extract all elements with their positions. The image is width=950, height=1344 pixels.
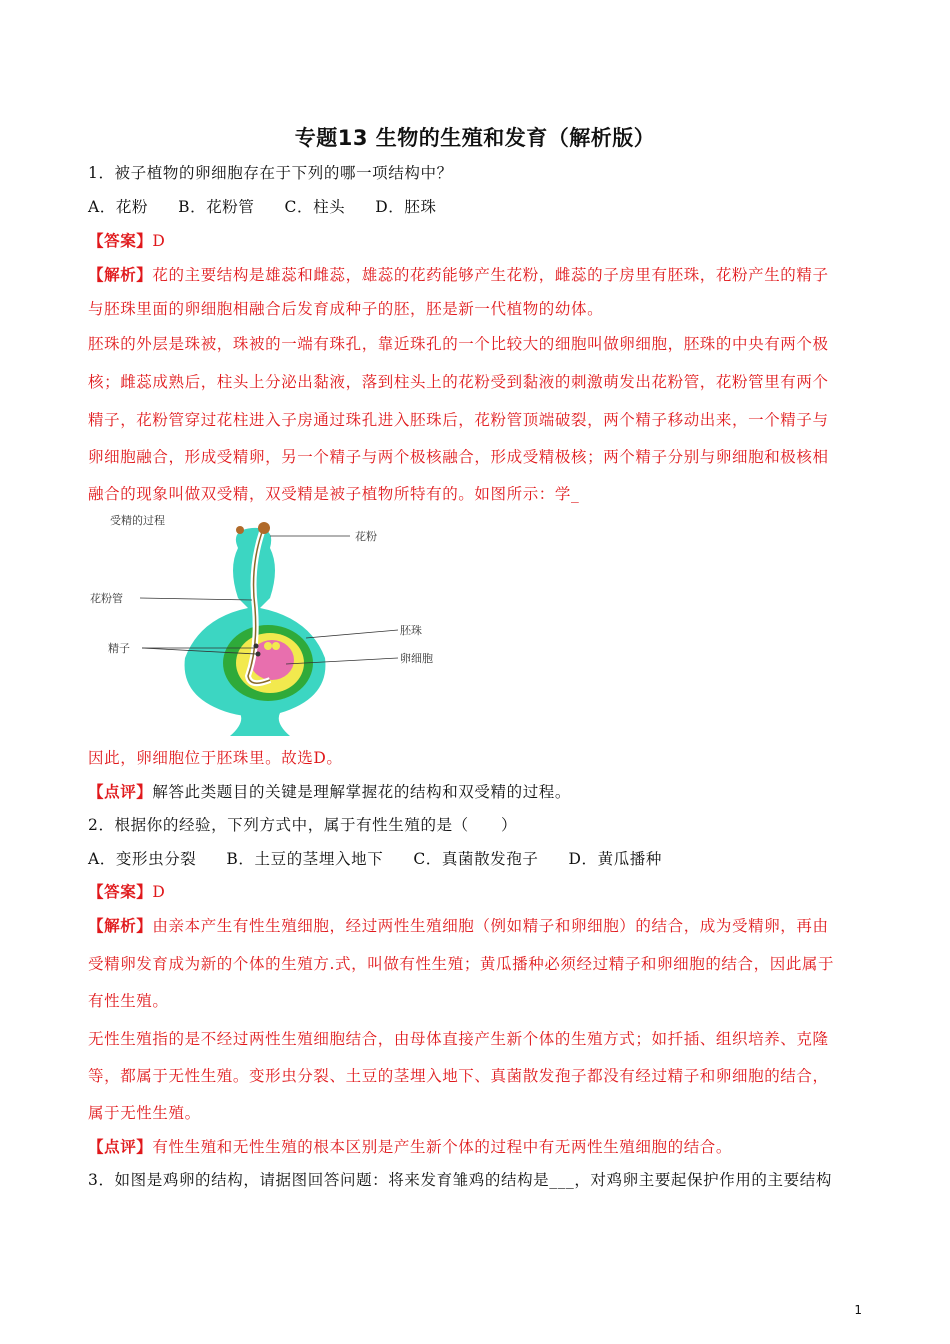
label-sperm: 精子 xyxy=(108,642,130,655)
q1-analysis-line-6: 融合的现象叫做双受精，双受精是被子植物所特有的。如图所示：学_ xyxy=(88,485,580,503)
q2-analysis-line-2: 有性生殖。 xyxy=(88,992,169,1010)
q1-conclusion: 因此，卵细胞位于胚珠里。故选D。 xyxy=(88,749,343,767)
q2-answer-value: D xyxy=(152,883,166,901)
q2-analysis-line-3: 无性生殖指的是不经过两性生殖细胞结合，由母体直接产生新个体的生殖方式；如扦插、组织培养、克隆 xyxy=(88,1030,829,1048)
q1-analysis-line-0 xyxy=(88,265,868,285)
sperm-dot xyxy=(254,644,259,649)
q1-comment xyxy=(88,782,868,802)
stalk-shape xyxy=(230,713,290,736)
fertilization-figure xyxy=(80,508,500,740)
label-egg-cell: 卵细胞 xyxy=(400,652,433,665)
q2-question: 2．根据你的经验，下列方式中，属于有性生殖的是（ ） xyxy=(88,816,518,834)
q1-answer-tag: 【答案】 xyxy=(88,231,153,250)
figure-title: 受精的过程 xyxy=(110,514,165,527)
page-title: 专题13 生物的生殖和发育（解析版） xyxy=(294,126,656,150)
q1-option-d: D．胚珠 xyxy=(375,198,437,216)
q2-option-c: C．真菌散发孢子 xyxy=(413,850,539,868)
label-line-ovule xyxy=(306,630,398,638)
q2-option-a: A．变形虫分裂 xyxy=(88,850,197,868)
q1-options xyxy=(88,197,868,217)
q2-analysis-tag: 【解析】 xyxy=(88,916,153,935)
q1-analysis-text-0: 花的主要结构是雄蕊和雌蕊，雄蕊的花药能够产生花粉，雌蕊的子房里有胚珠，花粉产生的精子 xyxy=(152,266,829,284)
polar-nuclei-2 xyxy=(272,642,280,650)
q2-analysis-line-1: 受精卵发育成为新的个体的生殖方.式，叫做有性生殖；黄瓜播种必须经过精子和卵细胞的结合，因此属于 xyxy=(88,955,835,973)
label-ovule: 胚珠 xyxy=(400,624,422,637)
q1-answer-value: D xyxy=(152,232,166,250)
q2-options xyxy=(88,849,868,869)
pollen-grain xyxy=(258,522,270,534)
q2-analysis-line-5: 属于无性生殖。 xyxy=(88,1104,201,1122)
q1-option-b: B．花粉管 xyxy=(178,198,255,216)
q1-analysis-line-1: 与胚珠里面的卵细胞相融合后发育成种子的胚，胚是新一代植物的幼体。 xyxy=(88,300,604,318)
pollen-grain-2 xyxy=(236,526,244,534)
q1-comment-tag: 【点评】 xyxy=(88,782,153,801)
q3-question: 3．如图是鸡卵的结构，请据图回答问题：将来发育雏鸡的结构是___，对鸡卵主要起保护作用的主要结构 xyxy=(88,1171,832,1189)
q1-comment-text: 解答此类题目的关键是理解掌握花的结构和双受精的过程。 xyxy=(152,783,572,801)
label-line-tube xyxy=(140,598,252,600)
q1-analysis-line-4: 精子，花粉管穿过花柱进入子房通过珠孔进入胚珠后，花粉管顶端破裂，两个精子移动出来，一个精子与 xyxy=(88,411,829,429)
q2-option-b: B．土豆的茎埋入地下 xyxy=(226,850,384,868)
q1-question: 1．被子植物的卵细胞存在于下列的哪一项结构中？ xyxy=(88,164,453,182)
q1-analysis-line-5: 卵细胞融合，形成受精卵，另一个精子与两个极核融合，形成受精极核；两个精子分别与卵细胞和极核相 xyxy=(88,448,829,466)
q2-analysis-text-0: 由亲本产生有性生殖细胞，经过两性生殖细胞（例如精子和卵细胞）的结合，成为受精卵，再由 xyxy=(152,917,829,935)
q1-analysis-line-3: 核；雌蕊成熟后，柱头上分泌出黏液，落到柱头上的花粉受到黏液的刺激萌发出花粉管，花粉管里有两个 xyxy=(88,373,829,391)
label-pollen: 花粉 xyxy=(355,530,377,543)
label-pollen-tube: 花粉管 xyxy=(90,592,123,605)
q2-answer xyxy=(88,882,868,902)
q1-analysis-line-2: 胚珠的外层是珠被，珠被的一端有珠孔，靠近珠孔的一个比较大的细胞叫做卵细胞，胚珠的中央有两个极 xyxy=(88,335,829,353)
q2-answer-tag: 【答案】 xyxy=(88,882,153,901)
q1-option-c: C．柱头 xyxy=(284,198,346,216)
polar-nuclei xyxy=(264,642,272,650)
q2-analysis-line-0 xyxy=(88,916,868,936)
q2-option-d: D．黄瓜播种 xyxy=(568,850,663,868)
q1-option-a: A．花粉 xyxy=(88,198,149,216)
q1-analysis-tag: 【解析】 xyxy=(88,265,153,284)
q1-answer xyxy=(88,231,868,251)
q2-comment xyxy=(88,1137,868,1157)
q2-comment-text: 有性生殖和无性生殖的根本区别是产生新个体的过程中有无两性生殖细胞的结合。 xyxy=(152,1138,733,1156)
q2-comment-tag: 【点评】 xyxy=(88,1137,153,1156)
sperm-dot-2 xyxy=(256,652,261,657)
page-number: 1 xyxy=(854,1303,862,1317)
q2-analysis-line-4: 等，都属于无性生殖。变形虫分裂、土豆的茎埋入地下、真菌散发孢子都没有经过精子和卵细胞的结合， xyxy=(88,1067,829,1085)
